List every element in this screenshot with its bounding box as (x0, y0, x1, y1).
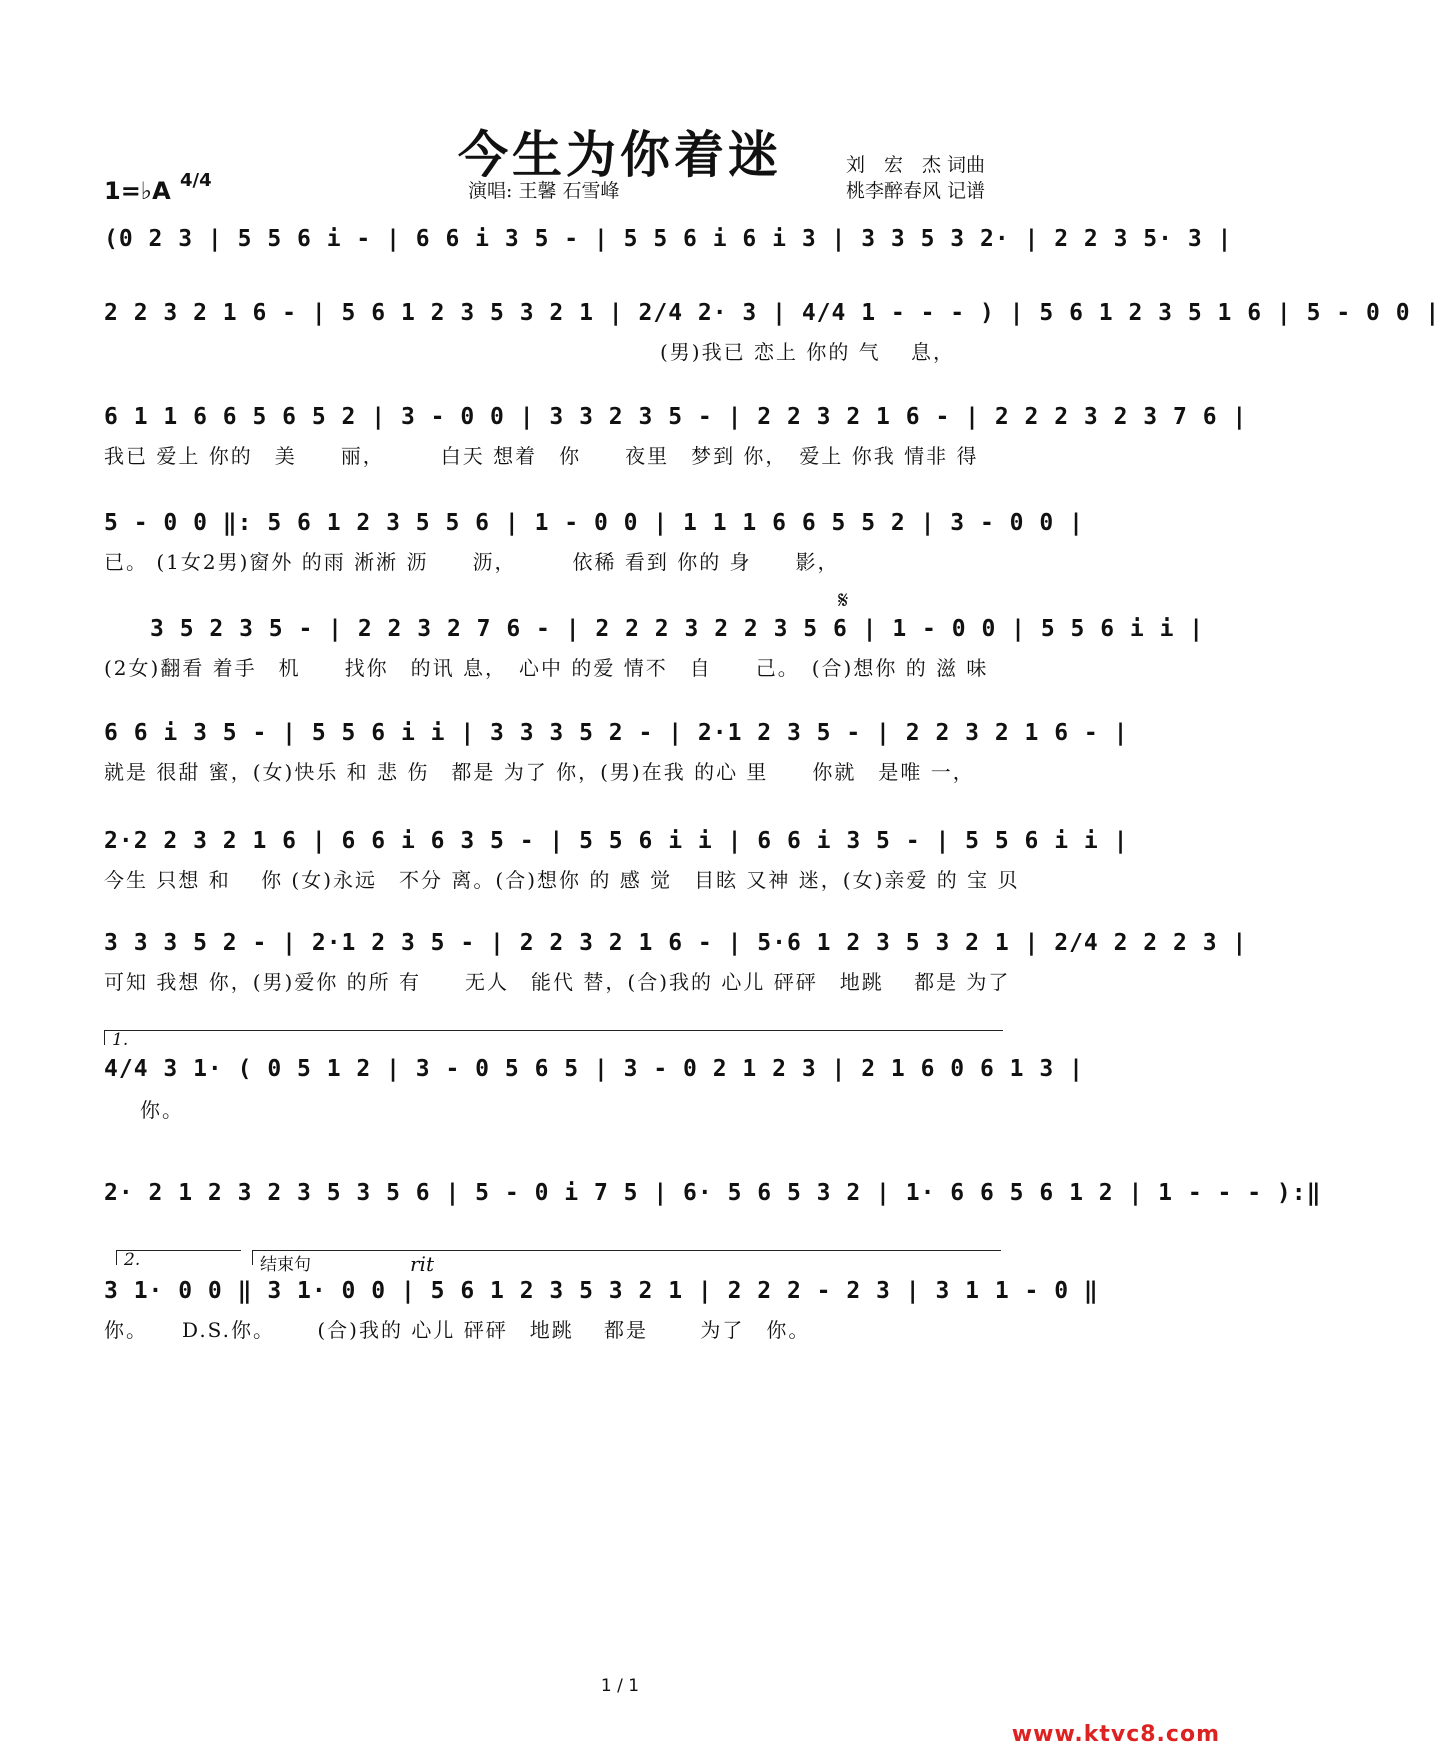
score-row-9-lyrics: 你。 (140, 1098, 184, 1122)
score-row-8-lyrics: 可知 我想 你，(男)爱你 的所 有 无人 能代 替，(合)我的 心儿 砰砰 地跳 都是 为了 (104, 970, 1011, 994)
score-row-3-lyrics: 我已 爱上 你的 美 丽， 白天 想着 你 夜里 梦到 你， 爱上 你我 情非 得 (104, 444, 979, 468)
lyricist-composer: 刘 宏 杰 词曲 (846, 154, 986, 176)
score-row-3-notes: 6 1 1 6 6 5 6 5 2 | 3 - 0 0 | 3 3 2 3 5 - | 2 2 3 2 1 6 - | 2 2 2 3 2 3 7 6 | (104, 404, 1248, 430)
first-ending-label: 1. (112, 1030, 129, 1050)
song-title: 今生为你着迷 (458, 125, 782, 184)
score-row-11-notes: 3 1· 0 0 ‖ 3 1· 0 0 | 5 6 1 2 3 5 3 2 1 | 2 2 2 - 2 3 | 3 1 1 - 0 ‖ (104, 1278, 1099, 1304)
score-row-6-notes: 6 6 i 3 5 - | 5 5 6 i i | 3 3 3 5 2 - | 2·1 2 3 5 - | 2 2 3 2 1 6 - | (104, 720, 1129, 746)
singers: 演唱: 王馨 石雪峰 (468, 180, 620, 202)
segno-sign: 𝄋 (838, 586, 849, 614)
watermark: www.ktvc8.com (1011, 1722, 1220, 1747)
score-row-5-notes: 3 5 2 3 5 - | 2 2 3 2 7 6 - | 2 2 2 3 2 2 3 5 6 | 1 - 0 0 | 5 5 6 i i | (150, 616, 1205, 642)
score-row-6-lyrics: 就是 很甜 蜜，(女)快乐 和 悲 伤 都是 为了 你，(男)在我 的心 里 你就 是唯 一， (104, 760, 975, 784)
score-row-5-lyrics: (2女)翻看 着手 机 找你 的讯 息， 心中 的爱 情不 自 己。 (合)想你 的 滋 味 (104, 656, 989, 680)
score-row-2-notes: 2 2 3 2 1 6 - | 5 6 1 2 3 5 3 2 1 | 2/4 2· 3 | 4/4 1 - - - ) | 5 6 1 2 3 5 1 6 | 5 - 0 0 | (104, 300, 1440, 326)
score-row-4-notes: 5 - 0 0 ‖: 5 6 1 2 3 5 5 6 | 1 - 0 0 | 1 1 1 6 6 5 5 2 | 3 - 0 0 | (104, 510, 1084, 536)
time-signature: 4/4 (180, 170, 212, 191)
coda-bracket (252, 1250, 1001, 1265)
transcriber: 桃李醉春风 记谱 (846, 180, 986, 202)
score-row-10-notes: 2· 2 1 2 3 2 3 5 3 5 6 | 5 - 0 i 7 5 | 6· 5 6 5 3 2 | 1· 6 6 5 6 1 2 | 1 - - - ):‖ (104, 1180, 1322, 1206)
coda-label: 结束句 (260, 1255, 311, 1275)
key-signature: 1=♭A (104, 177, 171, 205)
score-row-7-notes: 2·2 2 3 2 1 6 | 6 6 i 6 3 5 - | 5 5 6 i i | 6 6 i 3 5 - | 5 5 6 i i | (104, 828, 1129, 854)
ritardando-marking: rit (410, 1252, 434, 1276)
score-row-4-lyrics: 已。 (1女2男)窗外 的雨 淅淅 沥 沥， 依稀 看到 你的 身 影， (104, 550, 840, 574)
score-row-8-notes: 3 3 3 5 2 - | 2·1 2 3 5 - | 2 2 3 2 1 6 - | 5·6 1 2 3 5 3 2 1 | 2/4 2 2 2 3 | (104, 930, 1248, 956)
score-row-1-notes: (0 2 3 | 5 5 6 i - | 6 6 i 3 5 - | 5 5 6 i 6 i 3 | 3 3 5 3 2· | 2 2 3 5· 3 | (104, 226, 1233, 252)
score-row-7-lyrics: 今生 只想 和 你 (女)永远 不分 离。(合)想你 的 感 觉 目眩 又神 迷，(女)亲爱 的 宝 贝 (104, 868, 1020, 892)
page-number: 1 / 1 (600, 1676, 640, 1696)
first-ending-bracket (104, 1030, 1003, 1045)
score-row-2-lyrics: (男)我已 恋上 你的 气 息， (660, 340, 956, 364)
second-ending-label: 2. (124, 1250, 141, 1270)
score-row-9-notes: 4/4 3 1· ( 0 5 1 2 | 3 - 0 5 6 5 | 3 - 0 2 1 2 3 | 2 1 6 0 6 1 3 | (104, 1056, 1084, 1082)
score-row-11-lyrics: 你。 D.S.你。 (合)我的 心儿 砰砰 地跳 都是 为了 你。 (104, 1318, 811, 1342)
